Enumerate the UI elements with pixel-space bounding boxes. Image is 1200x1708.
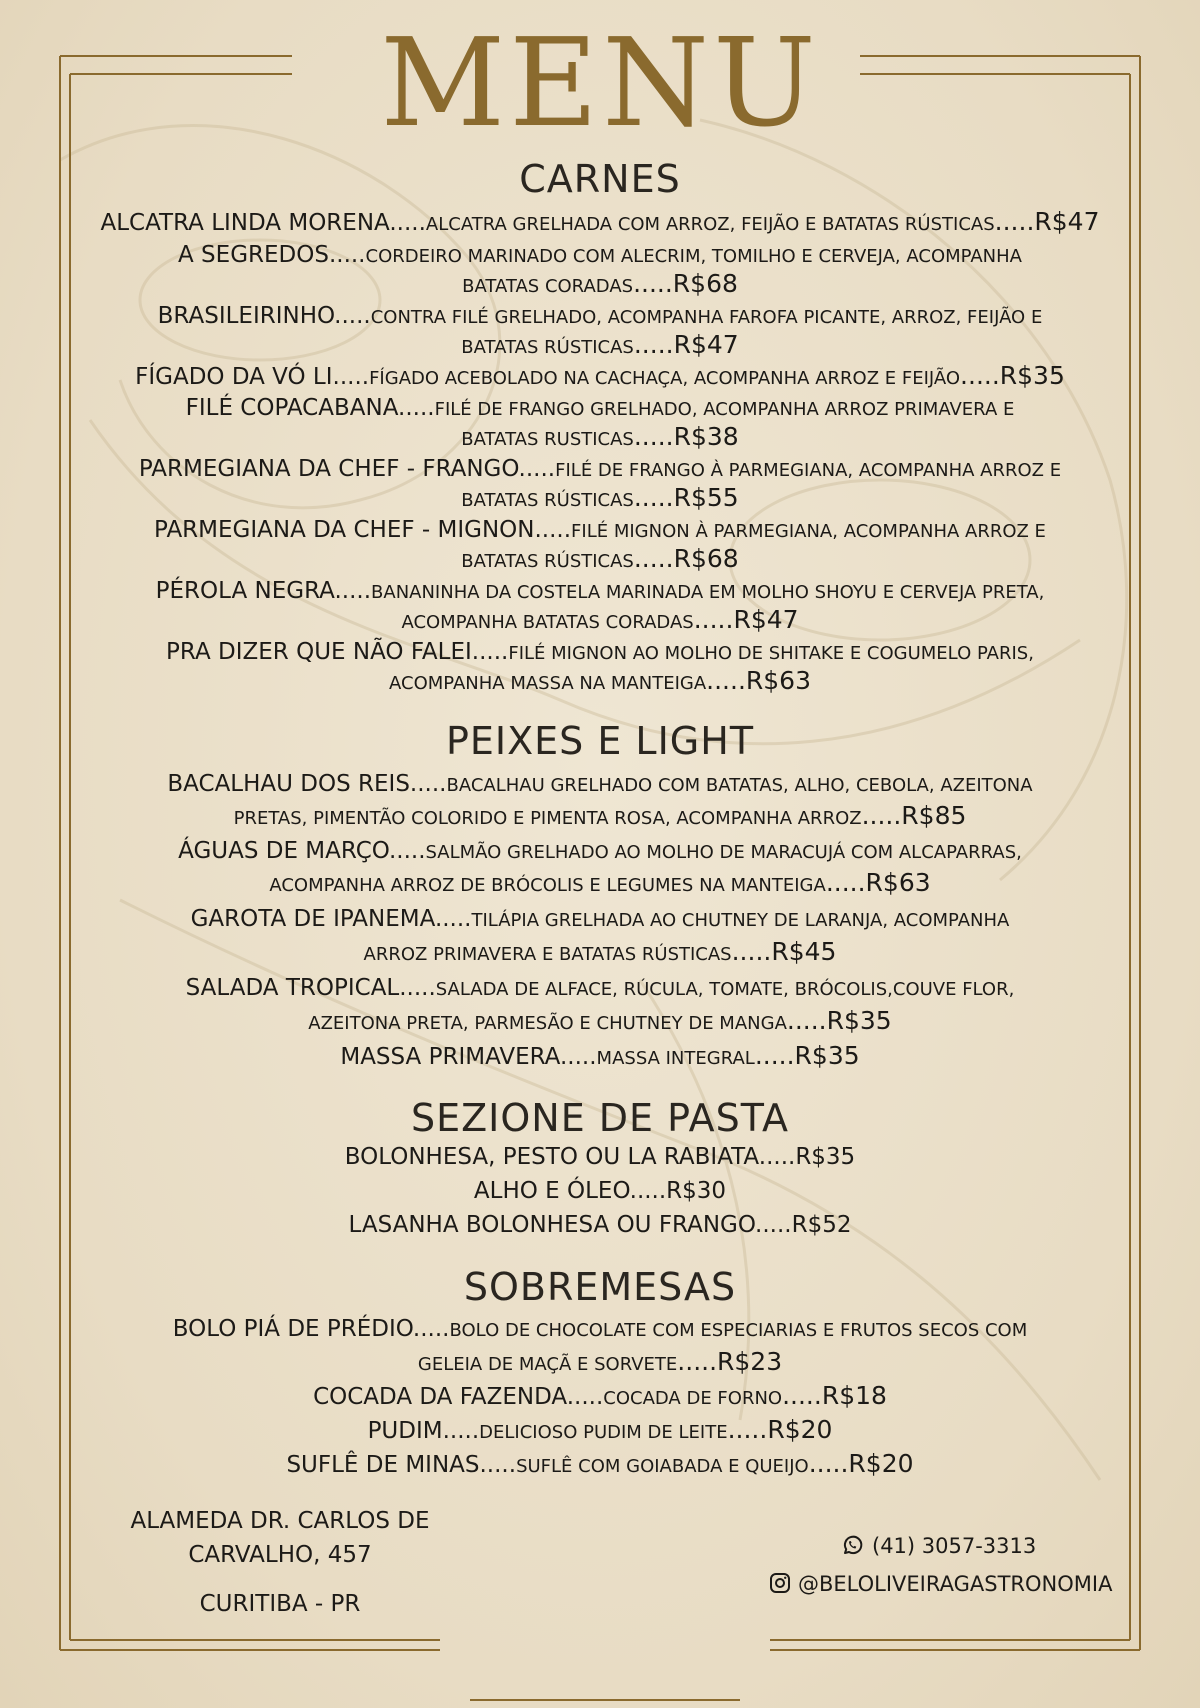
menu-item: PARMEGIANA DA CHEF - FRANGO.....FILÉ DE FRANGO À PARMEGIANA, ACOMPANHA ARROZ E — [138, 456, 1062, 482]
menu-item-continuation: GELEIA DE MAÇÃ E SORVETE.....R$23 — [417, 1347, 783, 1376]
menu-item: BACALHAU DOS REIS.....BACALHAU GRELHADO COM BATATAS, ALHO, CEBOLA, AZEITONA — [167, 771, 1033, 797]
menu-item-continuation: ACOMPANHA ARROZ DE BRÓCOLIS E LEGUMES NA MANTEIGA.....R$63 — [269, 868, 931, 897]
menu-item: BOLONHESA, PESTO OU LA RABIATA.....R$35 — [344, 1144, 856, 1170]
menu-item-continuation: BATATAS RUSTICAS.....R$38 — [461, 422, 739, 451]
menu-item: BOLO PIÁ DE PRÉDIO.....BOLO DE CHOCOLATE COM ESPECIARIAS E FRUTOS SECOS COM — [172, 1316, 1028, 1342]
menu-item-continuation: PRETAS, PIMENTÃO COLORIDO E PIMENTA ROSA, ACOMPANHA ARROZ.....R$85 — [233, 801, 967, 830]
menu-item: ALCATRA LINDA MORENA.....ALCATRA GRELHADA COM ARROZ, FEIJÃO E BATATAS RÚSTICAS.....R$47 — [100, 207, 1100, 236]
whatsapp-icon — [840, 1533, 864, 1557]
menu-item-continuation: BATATAS RÚSTICAS.....R$68 — [461, 544, 739, 573]
menu-item-continuation: ARROZ PRIMAVERA E BATATAS RÚSTICAS.....R$45 — [363, 937, 837, 966]
menu-item-continuation: BATATAS CORADAS.....R$68 — [462, 269, 738, 298]
instagram-icon — [768, 1571, 792, 1595]
menu-item: PRA DIZER QUE NÃO FALEI.....FILÉ MIGNON AO MOLHO DE SHITAKE E COGUMELO PARIS, — [166, 639, 1034, 665]
menu-item: BRASILEIRINHO.....CONTRA FILÉ GRELHADO, ACOMPANHA FAROFA PICANTE, ARROZ, FEIJÃO E — [157, 303, 1043, 329]
menu-item-continuation: ACOMPANHA MASSA NA MANTEIGA.....R$63 — [389, 666, 811, 695]
phone-number: (41) 3057-3313 — [872, 1534, 1037, 1558]
menu-item: SALADA TROPICAL.....SALADA DE ALFACE, RÚCULA, TOMATE, BRÓCOLIS,COUVE FLOR, — [185, 975, 1015, 1001]
menu-item: FILÉ COPACABANA.....FILÉ DE FRANGO GRELHADO, ACOMPANHA ARROZ PRIMAVERA E — [185, 395, 1015, 421]
address-line-2: CARVALHO, 457 — [188, 1542, 372, 1568]
menu-item: COCADA DA FAZENDA.....COCADA DE FORNO.....R$18 — [313, 1381, 887, 1410]
menu-item: LASANHA BOLONHESA OU FRANGO.....R$52 — [348, 1212, 852, 1238]
menu-item: GAROTA DE IPANEMA.....TILÁPIA GRELHADA AO CHUTNEY DE LARANJA, ACOMPANHA — [190, 906, 1010, 932]
menu-item-continuation: BATATAS RÚSTICAS.....R$55 — [461, 483, 739, 512]
menu-title: MENU — [380, 12, 820, 154]
menu-item-continuation: ACOMPANHA BATATAS CORADAS.....R$47 — [401, 605, 799, 634]
menu-item: ÁGUAS DE MARÇO.....SALMÃO GRELHADO AO MOLHO DE MARACUJÁ COM ALCAPARRAS, — [178, 838, 1022, 864]
phone-contact — [840, 1530, 1036, 1562]
menu-item: MASSA PRIMAVERA.....MASSA INTEGRAL.....R$35 — [340, 1041, 860, 1070]
menu-item: ALHO E ÓLEO.....R$30 — [473, 1178, 727, 1204]
section-title-carnes: CARNES — [519, 157, 681, 201]
menu-item: A SEGREDOS.....CORDEIRO MARINADO COM ALECRIM, TOMILHO E CERVEJA, ACOMPANHA — [178, 242, 1022, 268]
menu-item: PUDIM.....DELICIOSO PUDIM DE LEITE.....R$20 — [367, 1415, 833, 1444]
menu-item: PARMEGIANA DA CHEF - MIGNON.....FILÉ MIGNON À PARMEGIANA, ACOMPANHA ARROZ E — [154, 517, 1046, 543]
menu-item-continuation: BATATAS RÚSTICAS.....R$47 — [461, 330, 739, 359]
address-line-1: ALAMEDA DR. CARLOS DE — [130, 1508, 430, 1534]
menu-item: FÍGADO DA VÓ LI.....FÍGADO ACEBOLADO NA CACHAÇA, ACOMPANHA ARROZ E FEIJÃO.....R$35 — [135, 361, 1065, 390]
instagram-contact — [768, 1568, 1112, 1600]
instagram-handle: @BELOLIVEIRAGASTRONOMIA — [798, 1572, 1113, 1596]
menu-item: PÉROLA NEGRA.....BANANINHA DA COSTELA MARINADA EM MOLHO SHOYU E CERVEJA PRETA, — [155, 578, 1045, 604]
section-title-pasta: SEZIONE DE PASTA — [410, 1096, 789, 1140]
menu-item-continuation: AZEITONA PRETA, PARMESÃO E CHUTNEY DE MANGA.....R$35 — [308, 1006, 892, 1035]
address-city: CURITIBA - PR — [199, 1591, 361, 1617]
section-title-sobremesas: SOBREMESAS — [463, 1265, 737, 1309]
section-title-peixes: PEIXES E LIGHT — [445, 719, 755, 763]
menu-item: SUFLÊ DE MINAS.....SUFLÊ COM GOIABADA E QUEIJO.....R$20 — [286, 1449, 914, 1478]
